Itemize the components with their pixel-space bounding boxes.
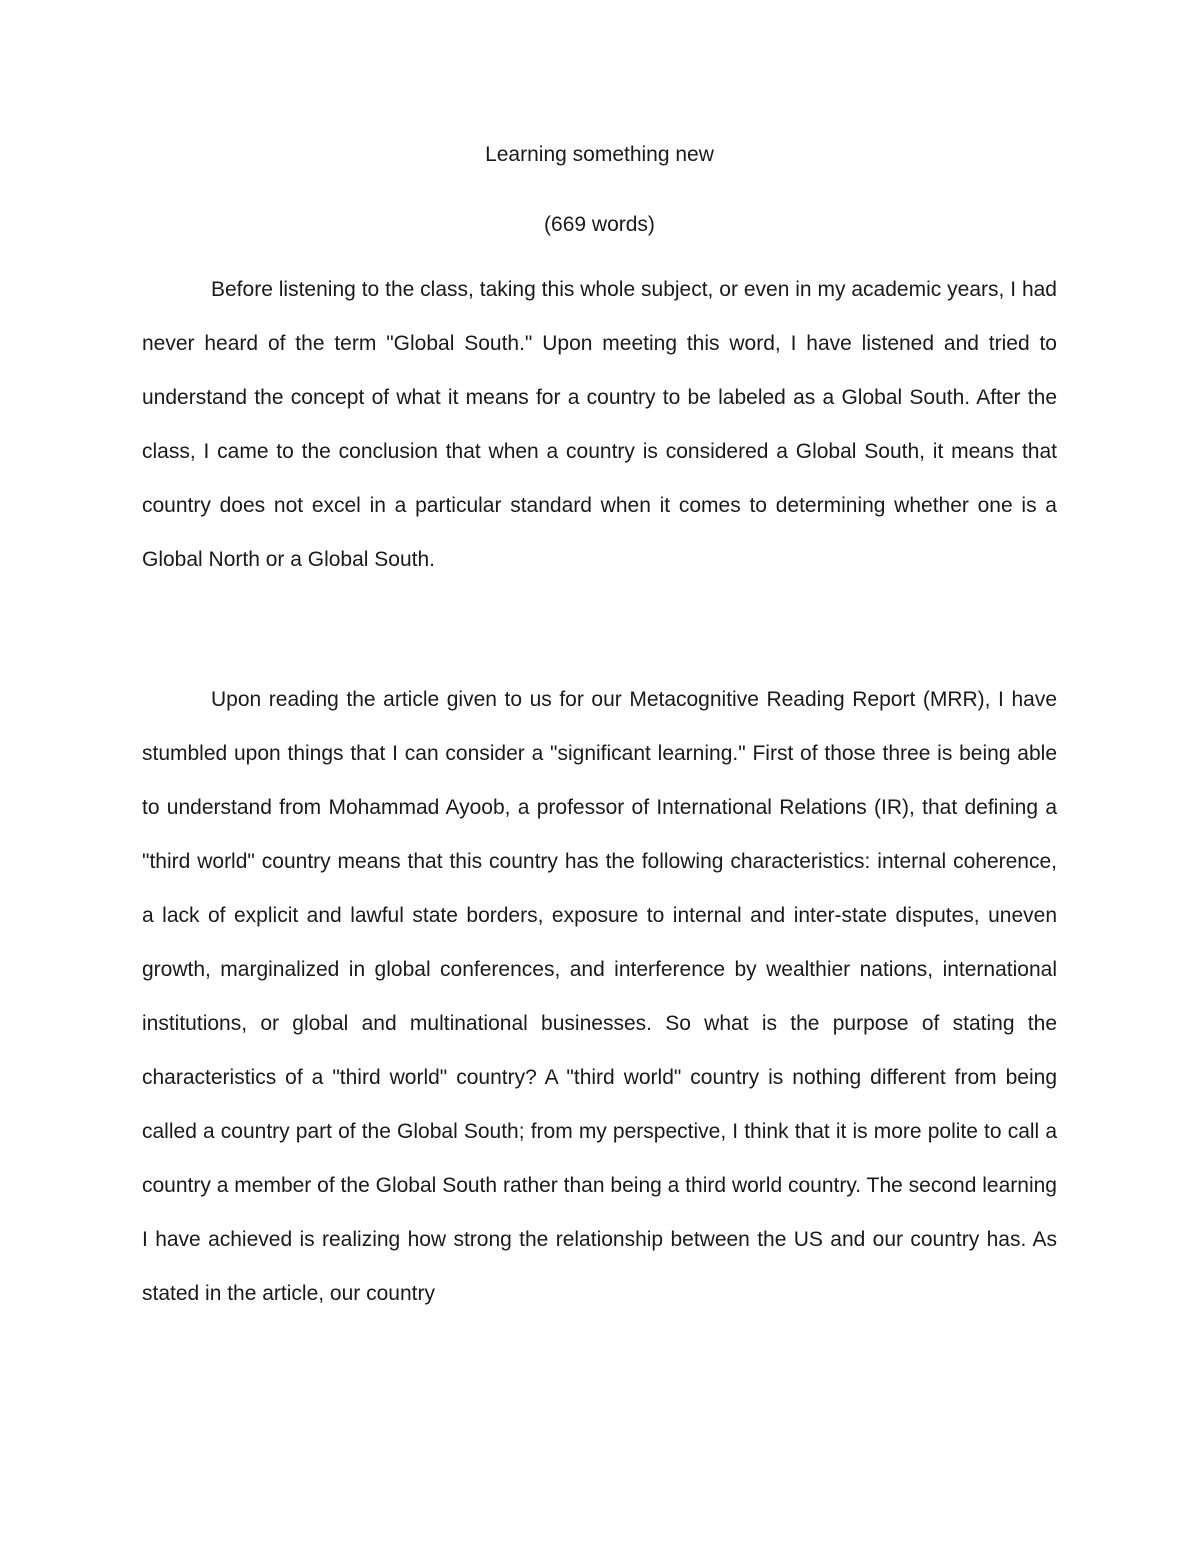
document-title: Learning something new: [485, 143, 714, 166]
paragraph-1: Before listening to the class, taking this whole subject, or even in my academic years, I had never heard of the term "Global South." Upon meeting this word, I have listened and tried to understand the concept of what it means for a country to be labeled as a Global South. After the class, I came to the conclusion that when a country is considered a Global South, it means that country does not excel in a particular standard when it comes to determining whether one is a Global North or a Global South.: [142, 278, 1057, 571]
word-count: (669 words): [544, 213, 655, 236]
paragraph-2: Upon reading the article given to us for our Metacognitive Reading Report (MRR), I have stumbled upon things that I can consider a "significant learning." First of those three is being able to understand from Mohammad Ayoob, a professor of International Relations (IR), that defining a "third world" country means that this country has the following characteristics: internal coherence, a lack of explicit and lawful state borders, exposure to internal and inter-state disputes, uneven growth, marginalized in global conferences, and interference by wealthier nations, international institutions, or global and multinational businesses. So what is the purpose of stating the characteristics of a "third world" country? A "third world" country is nothing different from being called a country part of the Global South; from my perspective, I think that it is more polite to call a country a member of the Global South rather than being a third world country. The second learning I have achieved is realizing how strong the relationship between the US and our country has. As stated in the article, our country: [142, 688, 1057, 1305]
document-body: [142, 133, 1057, 1321]
